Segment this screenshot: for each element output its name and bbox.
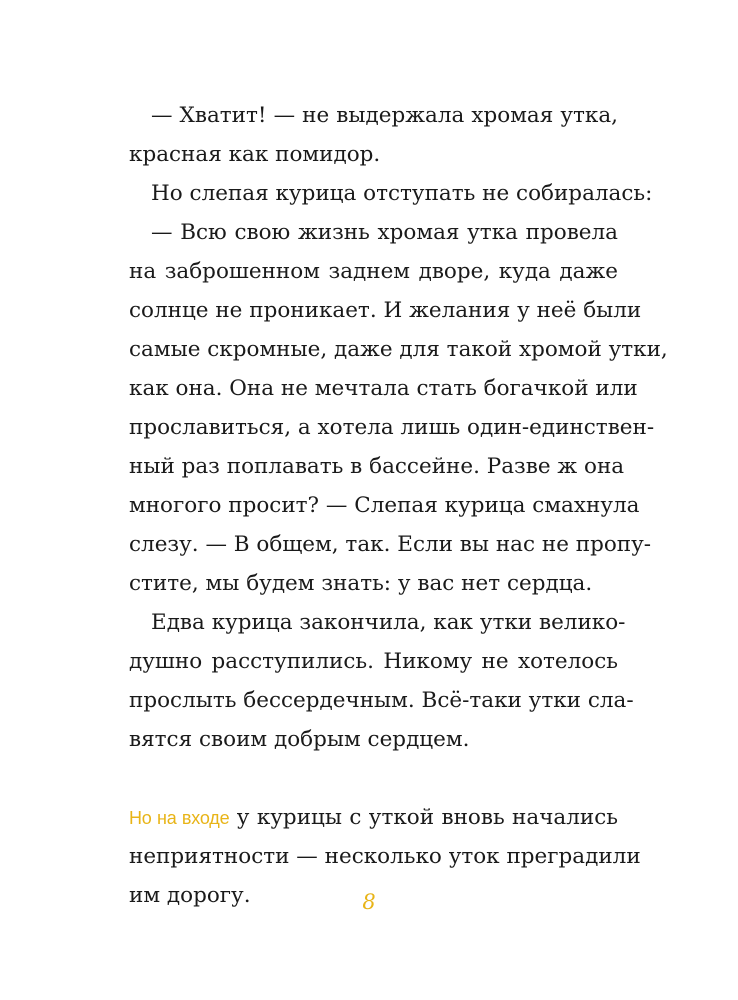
text-line: солнце не проникает. И желания у неё были [129,298,642,323]
text-line [129,798,618,837]
text-line: на заброшенном заднем дворе, куда даже [129,259,618,284]
text-line: красная как помидор. [129,142,381,167]
text-line: прослыть бессердечным. Всё-таки утки сла- [129,688,634,713]
paragraph [129,213,668,603]
lead-in-text: Но на входе [129,808,230,828]
text-line: как она. Она не мечтала стать богачкой или [129,376,638,401]
text-line: самые скромные, даже для такой хромой утки, [129,337,668,362]
text-line: прославиться, а хотела лишь один-единствен- [129,415,655,440]
text-line: душно расступились. Никому не хотелось [129,649,618,674]
paragraph [129,96,618,174]
text-line: неприятности — несколько уток преградили [129,844,641,869]
page-text-block [129,96,668,915]
section-break [129,759,618,798]
text-line: — Всю свою жизнь хромая утка провела [151,220,618,245]
text-line: вятся своим добрым сердцем. [129,727,470,752]
text-line: Едва курица закончила, как утки велико- [151,610,626,635]
paragraph [129,174,653,213]
text-line: ный раз поплавать в бассейне. Разве ж она [129,454,625,479]
text-line: слезу. — В общем, так. Если вы нас не пропу- [129,532,652,557]
paragraph [129,603,634,759]
text-line: Но слепая курица отступать не собиралась: [151,181,653,206]
text-line: им дорогу. [129,883,251,908]
lead-in-line-rest: у курицы с уткой вновь начались [229,805,618,830]
page-number: 8 [362,890,376,914]
text-line: стите, мы будем знать: у вас нет сердца. [129,571,593,596]
text-line: — Хватит! — не выдержала хромая утка, [151,103,618,128]
text-line: многого просит? — Слепая курица смахнула [129,493,640,518]
